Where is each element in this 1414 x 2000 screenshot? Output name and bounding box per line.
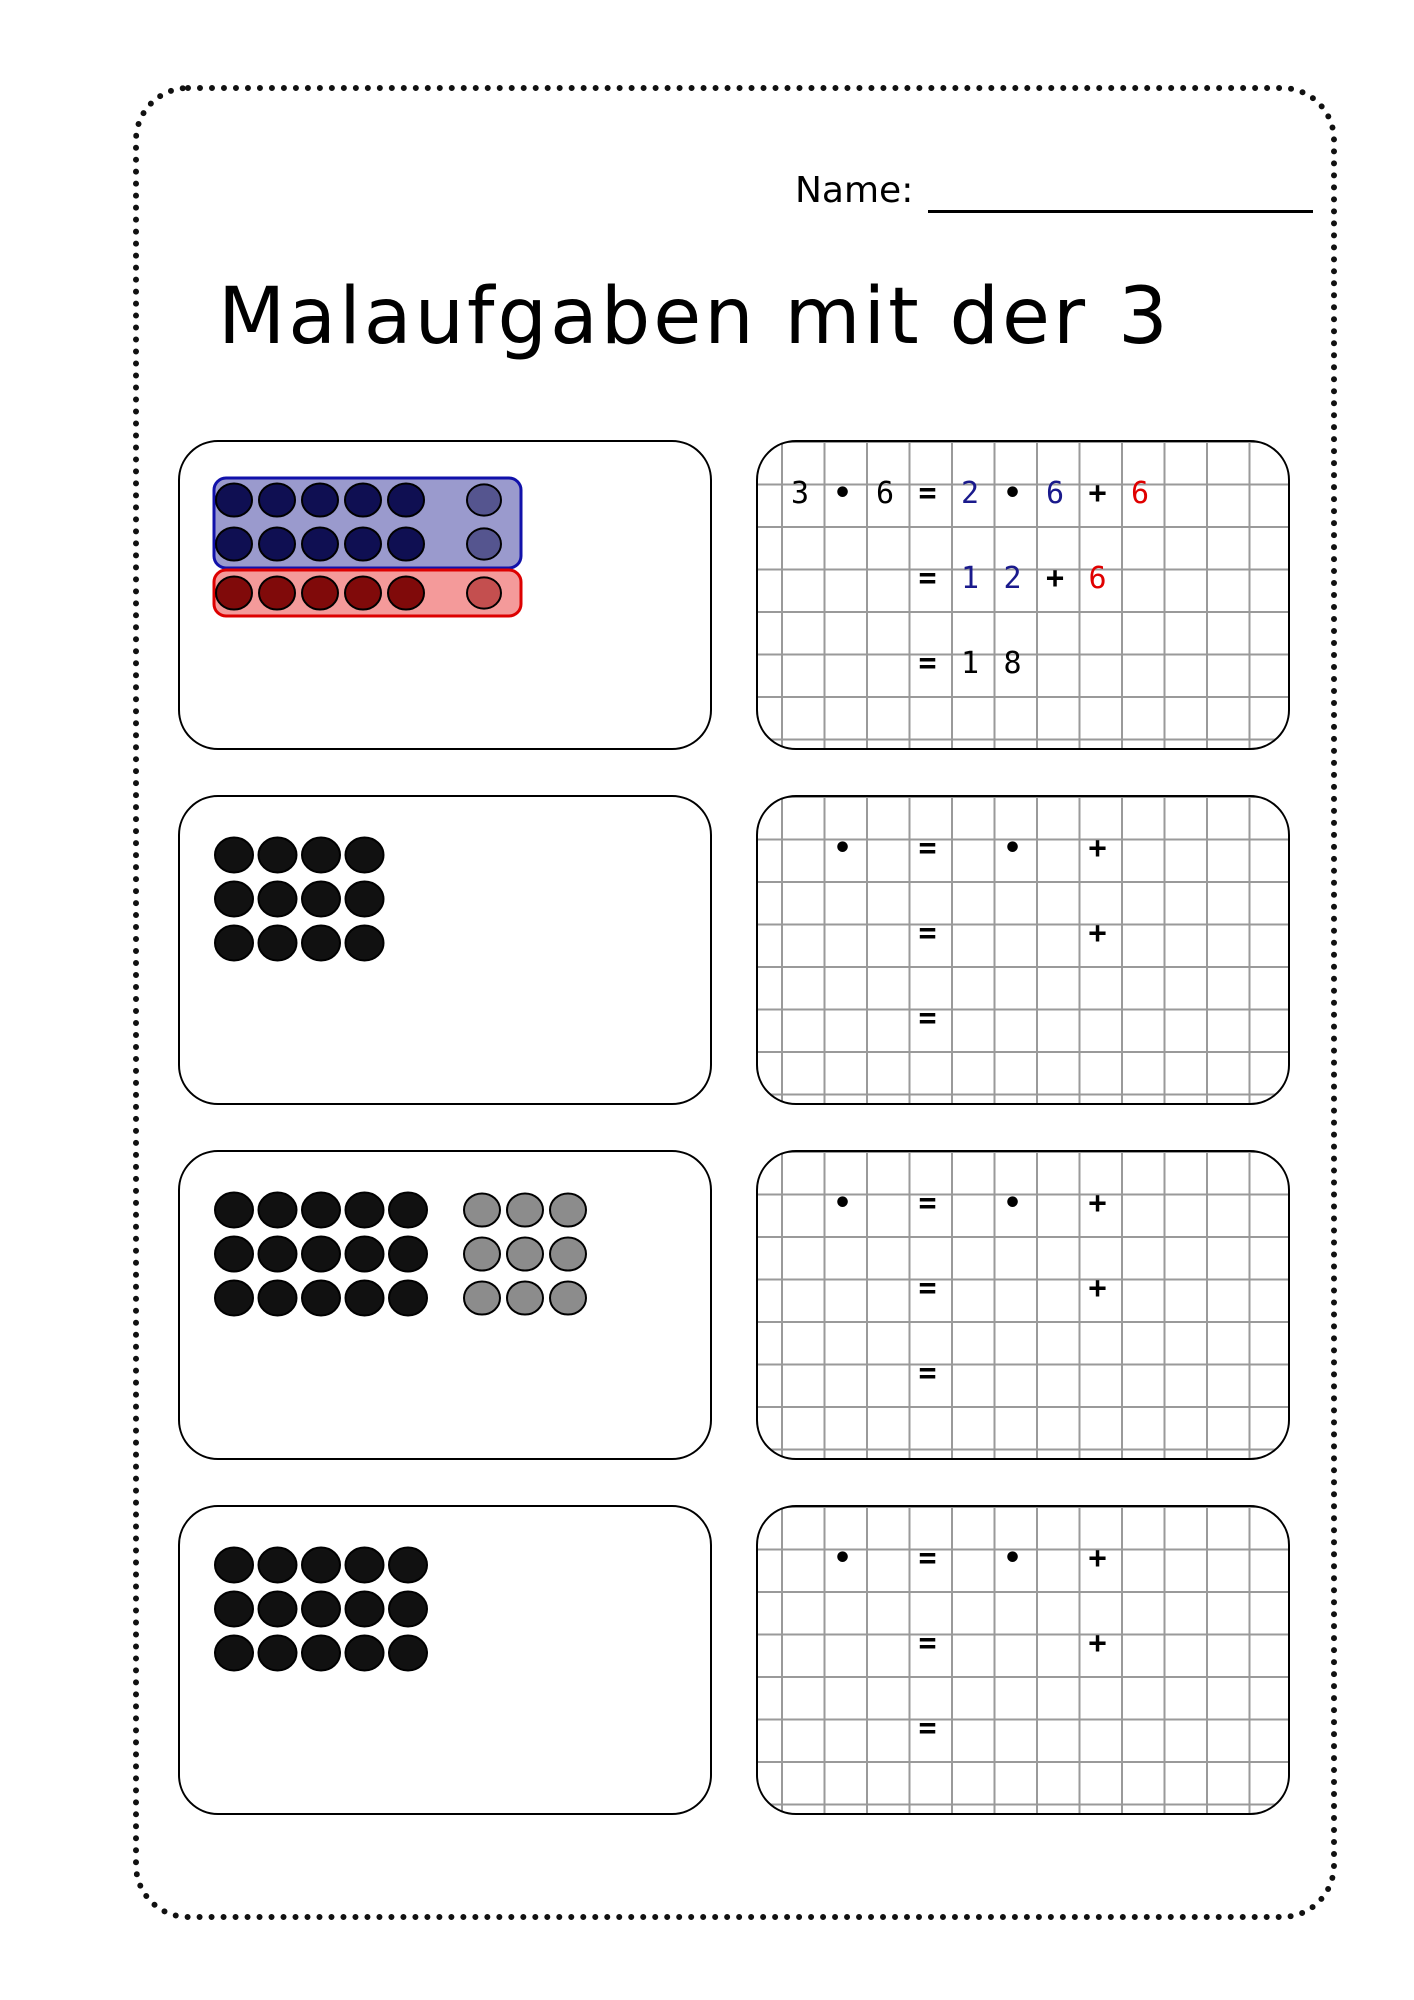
red-dot <box>259 576 295 609</box>
dot <box>215 1193 253 1228</box>
dot <box>302 882 340 917</box>
dot <box>259 1193 297 1228</box>
dot <box>346 1193 384 1228</box>
title-text: Malaufgaben mit der <box>218 272 1089 362</box>
dot <box>215 1281 253 1316</box>
equation-cell: 8 <box>1003 646 1022 681</box>
blue-dot <box>388 527 424 560</box>
dot <box>389 1548 427 1583</box>
grid-card-3[interactable] <box>756 1150 1290 1460</box>
equation-cell: • <box>833 476 852 511</box>
equation-cell: = <box>918 561 937 596</box>
operator-cell: = <box>918 1626 937 1661</box>
operator-cell: • <box>833 1541 852 1576</box>
grid-card-2[interactable] <box>756 795 1290 1105</box>
operator-cell: • <box>1003 1541 1022 1576</box>
dot <box>302 1193 340 1228</box>
dot <box>389 1592 427 1627</box>
equation-cell: 2 <box>960 476 980 511</box>
operator-cell: • <box>1003 1186 1022 1221</box>
dot <box>215 1592 253 1627</box>
dot <box>215 838 253 873</box>
name-field[interactable] <box>928 210 1313 213</box>
dot-gray <box>550 1193 586 1226</box>
dot <box>389 1636 427 1671</box>
dot <box>302 838 340 873</box>
dot <box>259 1592 297 1627</box>
blue-dot <box>216 527 252 560</box>
dot <box>215 1548 253 1583</box>
operator-cell: + <box>1088 1541 1107 1576</box>
dot <box>346 1548 384 1583</box>
dot-field-2 <box>180 797 714 1107</box>
equation-cell: + <box>1045 561 1065 596</box>
dot-gray <box>464 1193 500 1226</box>
equation-cell: 1 <box>960 646 980 681</box>
dot <box>215 1636 253 1671</box>
dot <box>259 882 297 917</box>
name-label: Name: <box>795 170 914 211</box>
equation-cell: 6 <box>1130 476 1150 511</box>
operator-cell: = <box>918 831 937 866</box>
dot-gray <box>507 1237 543 1270</box>
equation-cell: = <box>918 646 937 681</box>
dot <box>259 1281 297 1316</box>
dot <box>346 926 384 961</box>
dot-field-3 <box>180 1152 714 1462</box>
equation-cell: 1 <box>960 561 980 596</box>
dot-card-example <box>178 440 712 750</box>
blue-dot-extra <box>467 484 501 515</box>
blue-dot <box>216 483 252 516</box>
red-dot <box>388 576 424 609</box>
equation-cell: = <box>918 476 937 511</box>
operator-cell: = <box>918 1186 937 1221</box>
dot <box>302 1636 340 1671</box>
dot-gray <box>507 1281 543 1314</box>
dot <box>346 1636 384 1671</box>
operator-cell: + <box>1088 1271 1107 1306</box>
dot <box>346 1281 384 1316</box>
operator-cell: + <box>1088 831 1107 866</box>
dot <box>259 1548 297 1583</box>
dot <box>346 1592 384 1627</box>
dot-gray <box>507 1193 543 1226</box>
red-dot <box>216 576 252 609</box>
dot <box>259 1636 297 1671</box>
operator-cell: + <box>1088 1186 1107 1221</box>
operator-cell: = <box>918 916 937 951</box>
grid-card-example <box>756 440 1290 750</box>
operator-cell: • <box>833 831 852 866</box>
operator-cell: = <box>918 1356 937 1391</box>
dot <box>302 1548 340 1583</box>
dot <box>215 882 253 917</box>
operator-cell: = <box>918 1541 937 1576</box>
blue-dot <box>302 483 338 516</box>
page-title <box>218 272 1171 362</box>
blue-dot <box>345 527 381 560</box>
equation-cell: • <box>1003 476 1022 511</box>
operator-cell: = <box>918 1001 937 1036</box>
dot <box>346 882 384 917</box>
blue-dot <box>259 527 295 560</box>
dot-field-4 <box>180 1507 714 1817</box>
equation-cell: + <box>1088 476 1107 511</box>
dot-gray <box>464 1281 500 1314</box>
dot <box>259 838 297 873</box>
dot-gray <box>550 1237 586 1270</box>
dot <box>302 1281 340 1316</box>
red-dot-extra <box>467 577 501 608</box>
dot <box>215 926 253 961</box>
equation-cell: 2 <box>1003 561 1022 596</box>
operator-cell: = <box>918 1271 937 1306</box>
dot-card-2 <box>178 795 712 1105</box>
dot <box>215 1237 253 1272</box>
dot-gray <box>550 1281 586 1314</box>
blue-dot <box>345 483 381 516</box>
dot-field-example <box>180 442 714 752</box>
operator-cell: = <box>918 1711 937 1746</box>
dot <box>346 838 384 873</box>
red-dot <box>302 576 338 609</box>
dot <box>389 1237 427 1272</box>
equation-cell: 6 <box>1045 476 1065 511</box>
dot <box>302 926 340 961</box>
blue-dot <box>302 527 338 560</box>
blue-dot <box>388 483 424 516</box>
grid-card-4[interactable] <box>756 1505 1290 1815</box>
operator-cell: • <box>833 1186 852 1221</box>
operator-cell: • <box>1003 831 1022 866</box>
operator-cell: + <box>1088 1626 1107 1661</box>
red-dot <box>345 576 381 609</box>
blue-dot <box>259 483 295 516</box>
dot <box>302 1592 340 1627</box>
equation-cell: 3 <box>790 476 810 511</box>
title-number: 3 <box>1118 272 1171 362</box>
dot <box>389 1281 427 1316</box>
dot <box>302 1237 340 1272</box>
equation-cell: 6 <box>1088 561 1107 596</box>
dot-gray <box>464 1237 500 1270</box>
dot <box>259 1237 297 1272</box>
dot-card-3 <box>178 1150 712 1460</box>
equation-cell: 6 <box>875 476 895 511</box>
dot <box>389 1193 427 1228</box>
blue-dot-extra <box>467 528 501 559</box>
dot <box>346 1237 384 1272</box>
operator-cell: + <box>1088 916 1107 951</box>
dot-card-4 <box>178 1505 712 1815</box>
dot <box>259 926 297 961</box>
